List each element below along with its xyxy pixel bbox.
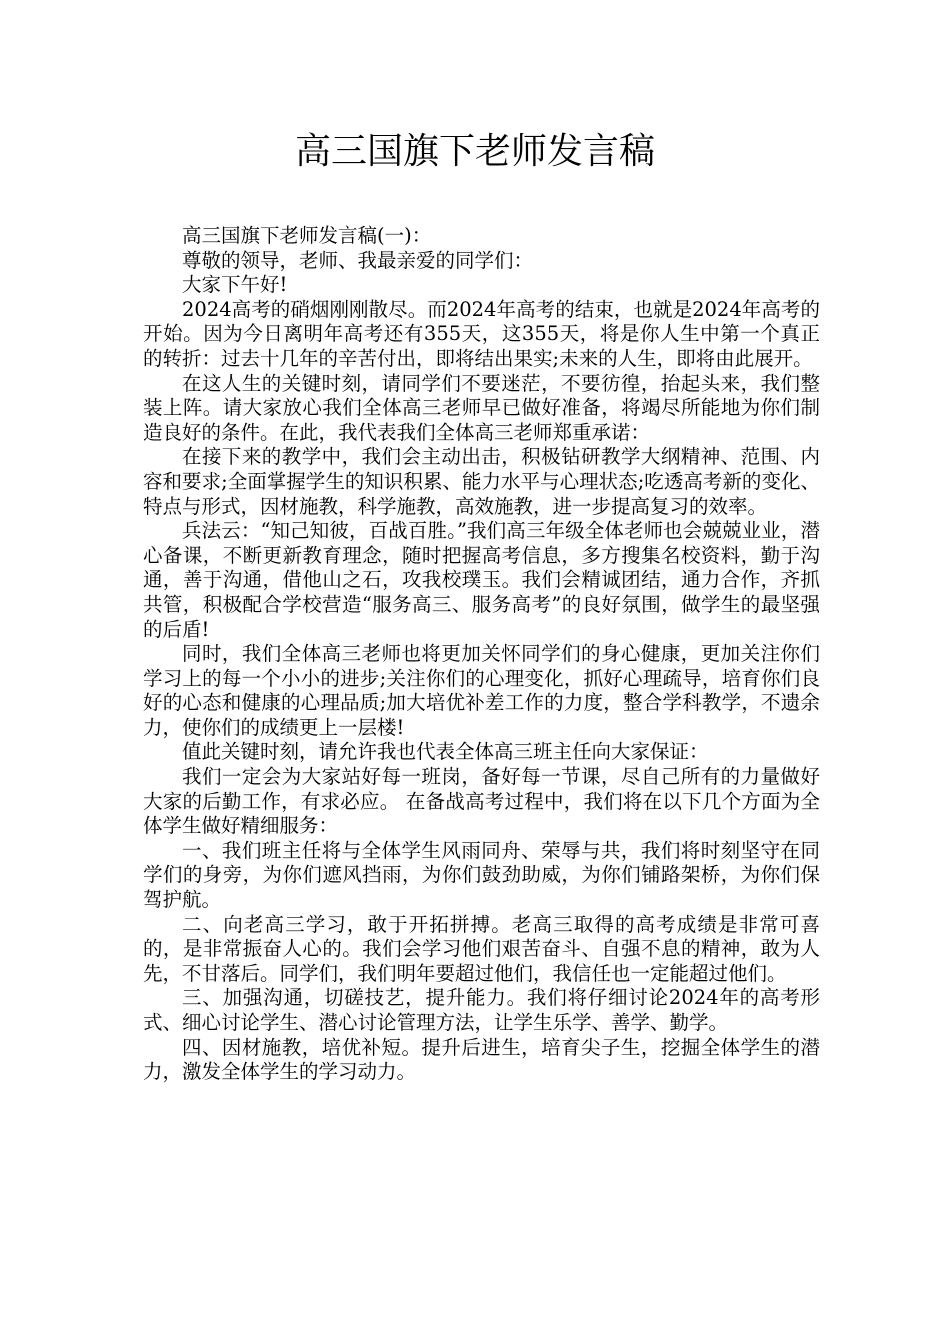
paragraph-greeting: 大家下午好! (182, 273, 288, 297)
paragraph-body: 我们一定会为大家站好每一班岗，备好每一节课，尽自己所有的力量做好大家的后勤工作，有求必应。 在备战高考过程中，我们将在以下几个方面为全体学生做好精细服务： (143, 765, 820, 838)
paragraph-point-2: 二、向老高三学习，敢于开拓拼搏。老高三取得的高考成绩是非常可喜的，是非常振奋人心的。我们会学习他们艰苦奋斗、自强不息的精神，敢为人先，不甘落后。同学们，我们明年要超过他们，我信任也一定能超过他们。 (143, 912, 820, 985)
paragraph-body: 在这人生的关键时刻，请同学们不要迷茫，不要彷徨，抬起头来，我们整装上阵。请大家放心我们全体高三老师早已做好准备，将竭尽所能地为你们制造良好的条件。在此，我代表我们全体高三老师郑重承诺： (143, 371, 820, 444)
paragraph-body: 兵法云：“知己知彼，百战百胜。”我们高三年级全体老师也会兢兢业业，潜心备课，不断更新教育理念，随时把握高考信息，多方搜集名校资料，勤于沟通，善于沟通，借他山之石，攻我校璞玉。我们会精诚团结，通力合作，齐抓共管，积极配合学校营造“服务高三、服务高考”的良好氛围，做学生的最坚强的后盾! (143, 519, 820, 641)
paragraph-salutation: 尊敬的领导，老师、我最亲爱的同学们： (182, 248, 534, 272)
document-title: 高三国旗下老师发言稿 (294, 131, 655, 172)
paragraph-body: 2024高考的硝烟刚刚散尽。而2024年高考的结束，也就是2024年高考的开始。因为今日离明年高考还有355天，这355天，将是你人生中第一个真正的转折：过去十几年的辛苦付出，即将结出果实;未来的人生，即将由此展开。 (143, 297, 820, 370)
paragraph-point-3: 三、加强沟通，切磋技艺，提升能力。我们将仔细讨论2024年的高考形式、细心讨论学生、潜心讨论管理方法，让学生乐学、善学、勤学。 (143, 986, 820, 1034)
paragraph-point-4: 四、因材施教，培优补短。提升后进生，培育尖子生，挖掘全体学生的潜力，激发全体学生的学习动力。 (143, 1035, 820, 1084)
paragraph-point-1: 一、我们班主任将与全体学生风雨同舟、荣辱与共，我们将时刻坚守在同学们的身旁，为你们遮风挡雨，为你们鼓劲助威，为你们铺路架桥，为你们保驾护航。 (143, 838, 820, 912)
paragraph-heading: 高三国旗下老师发言稿(一)： (182, 224, 432, 247)
paragraph-body: 同时，我们全体高三老师也将更加关怀同学们的身心健康，更加关注你们学习上的每一个小小的进步;关注你们的心理变化，抓好心理疏导，培育你们良好的心态和健康的心理品质;加大培优补差工作的力度，整合学科教学，不遗余力，使你们的成绩更上一层楼! (143, 642, 820, 739)
paragraph-body: 值此关键时刻，请允许我也代表全体高三班主任向大家保证： (182, 740, 709, 764)
document-body (143, 224, 820, 1085)
paragraph-body: 在接下来的教学中，我们会主动出击，积极钻研教学大纲精神、范围、内容和要求;全面掌握学生的知识积累、能力水平与心理状态;吃透高考新的变化、特点与形式，因材施教，科学施教，高效施教，进一步提高复习的效率。 (143, 445, 820, 518)
